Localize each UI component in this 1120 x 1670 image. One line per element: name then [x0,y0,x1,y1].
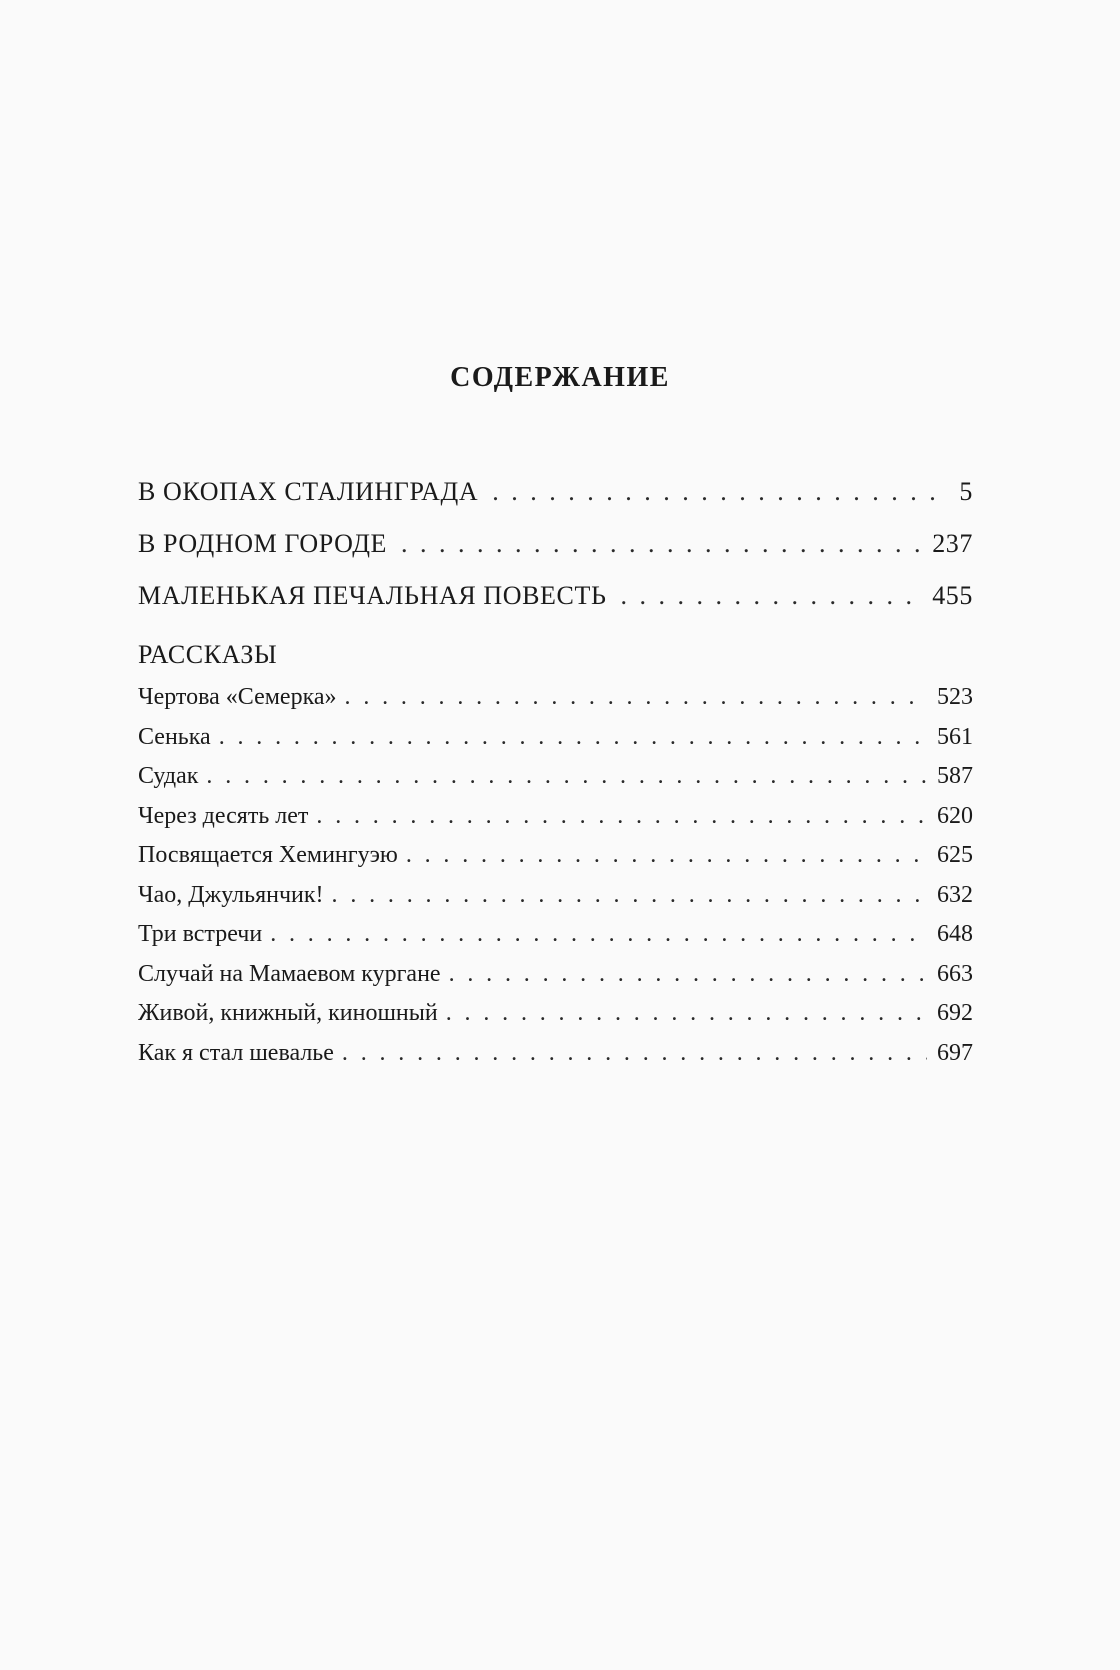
entry-title: МАЛЕНЬКАЯ ПЕЧАЛЬНАЯ ПОВЕСТЬ [138,581,607,610]
dot-leader [332,876,927,916]
dot-leader [492,466,949,518]
entry-page-number: 561 [937,723,973,750]
entry-page-number: 692 [937,1000,973,1026]
dot-leader [316,797,927,837]
entry-title: Как я стал шевалье [138,1039,334,1066]
entry-title: Посвящается Хемингуэю [138,842,398,868]
toc-entry [138,570,973,622]
section-heading-stories: РАССКАЗЫ [138,640,278,669]
toc-entry [138,718,973,758]
dot-leader [621,570,923,622]
toc-entry [138,994,973,1034]
entry-page-number: 587 [937,763,973,789]
toc-entry [138,518,973,570]
toc-entry [138,915,973,955]
table-of-contents [138,466,973,1073]
dot-leader [206,757,927,797]
toc-entry [138,797,973,837]
dot-leader [270,915,927,955]
dot-leader [446,994,927,1034]
toc-entry [138,466,973,518]
entry-title: В РОДНОМ ГОРОДЕ [138,529,388,558]
entry-title: Сенька [138,723,211,750]
dot-leader [406,836,927,876]
entry-page-number: 632 [937,881,973,908]
entry-page-number: 697 [937,1039,973,1066]
toc-entry [138,1034,973,1074]
dot-leader [345,678,927,718]
dot-leader [342,1034,927,1074]
entry-title: Судак [138,763,199,789]
entry-page-number: 523 [937,684,973,710]
dot-leader [219,718,927,758]
toc-entry [138,836,973,876]
entry-page-number: 237 [932,529,973,558]
page-title: СОДЕРЖАНИЕ [450,362,670,393]
entry-page-number: 620 [937,802,973,829]
toc-entry [138,876,973,916]
dot-leader [449,955,927,995]
entry-title: Живой, книжный, киношный [138,1000,438,1026]
dot-leader [401,518,922,570]
entry-page-number: 663 [937,960,973,987]
entry-page-number: 625 [937,842,973,868]
entry-title: Через десять лет [138,802,309,829]
entry-page-number: 455 [932,581,973,610]
entry-page-number: 648 [937,921,973,947]
entry-page-number: 5 [959,477,973,506]
entry-title: В ОКОПАХ СТАЛИНГРАДА [138,477,479,506]
entry-title: Чао, Джульянчик! [138,881,324,908]
entry-title: Три встречи [138,921,263,947]
entry-title: Случай на Мамаевом кургане [138,960,441,987]
toc-entry [138,955,973,995]
toc-entry [138,757,973,797]
toc-entry [138,678,973,718]
entry-title: Чертова «Семерка» [138,684,337,710]
